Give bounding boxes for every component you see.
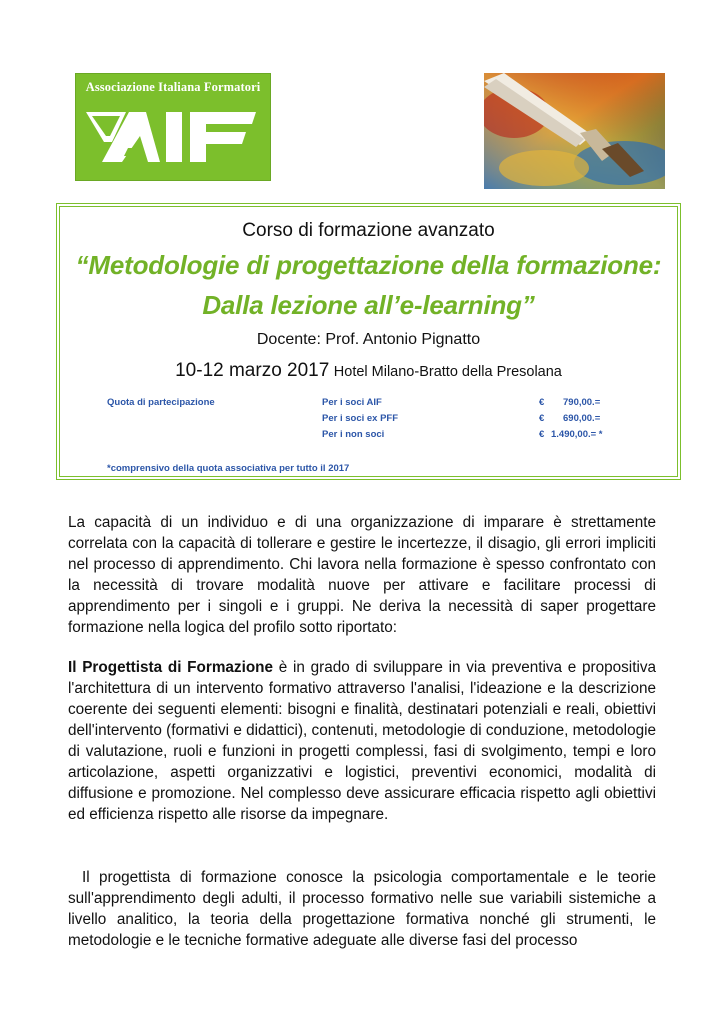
fee-currency: € [539, 397, 545, 408]
body-paragraph-1 [68, 512, 656, 638]
paragraph-text-content: Il progettista di formazione conosce la psicologia comportamentale e le teorie sull'apprendimento degli adulti, il processo formativo nelle sue variabili sistemiche a livello analitico, la teoria della progettazione formativa nonché gli strumenti, le metodologie e le tecniche formative adeguate alle diverse fasi del processo [68, 869, 656, 949]
progettista-heading: Il Progettista di Formazione [68, 659, 274, 676]
course-date-venue [60, 360, 677, 382]
body-paragraph-2 [68, 657, 656, 825]
fee-label: Quota di partecipazione [107, 397, 215, 408]
fee-who: Per i soci ex PFF [322, 413, 399, 424]
fee-amount: 690,00.= [563, 413, 601, 424]
fee-amount: 1.490,00.= * [551, 429, 603, 440]
paragraph-text [68, 867, 656, 951]
course-title-line-2: Dalla lezione all’e-learning” [202, 290, 535, 320]
fee-currency: € [539, 413, 545, 424]
paragraph-text [68, 657, 656, 825]
course-subtitle: Corso di formazione avanzato [242, 220, 495, 241]
paragraph-text: La capacità di un individuo e di una organizzazione di imparare è strettamente correlata con la capacità di tollerare e gestire le incertezze, il disagio, gli errori impliciti nel processo di apprendimento. Chi lavora nella formazione è spesso confrontato con la necessità di trovare modalità nuove per attivare e facilitare processi di apprendimento per i singoli e i gruppi. Ne deriva la necessità di saper progettare formazione nella logica del profilo sotto riportato: [68, 514, 656, 636]
aif-logo [75, 73, 271, 181]
paintbrush-photo [484, 73, 665, 189]
fee-amount: 790,00.= [563, 397, 601, 408]
fee-currency: € [539, 429, 545, 440]
course-teacher: Docente: Prof. Antonio Pignatto [256, 331, 481, 348]
fee-who: Per i soci AIF [322, 397, 382, 408]
fee-who: Per i non soci [322, 429, 385, 440]
course-dates: 10-12 marzo 2017 [175, 360, 330, 381]
course-title-line-1: “Metodologie di progettazione della formazione: [75, 250, 662, 280]
body-paragraph-3 [68, 867, 656, 951]
fee-footnote: *comprensivo della quota associativa per tutto il 2017 [107, 463, 350, 474]
course-venue: Hotel Milano-Bratto della Presolana [333, 364, 562, 380]
course-info-box [56, 203, 681, 480]
paintbrush-on-palette-icon [484, 73, 665, 189]
paragraph-rest: è in grado di sviluppare in via preventiva e propositiva l'architettura di un intervento formativo attraverso l'analisi, l'ideazione e la descrizione coerente dei seguenti elementi: bisogni e finalità, destinatari potenziali e reali, obiettivi dell'intervento (formativi e didattici), contenuti, metodologie di conduzione, metodologie di valutazione, ruoli e funzioni in progetti complessi, fasi di svolgimento, tempi e loro articolazione, aspetti organizzativi e logistici, preventivi economici, modalità di diffusione e promozione. Nel complesso deve assicurare efficacia rispetto agli obiettivi ed efficienza rispetto alle risorse da impegnare. [68, 659, 657, 823]
aif-logo-mark-icon [84, 102, 264, 172]
logo-title: Associazione Italiana Formatori [85, 80, 261, 94]
